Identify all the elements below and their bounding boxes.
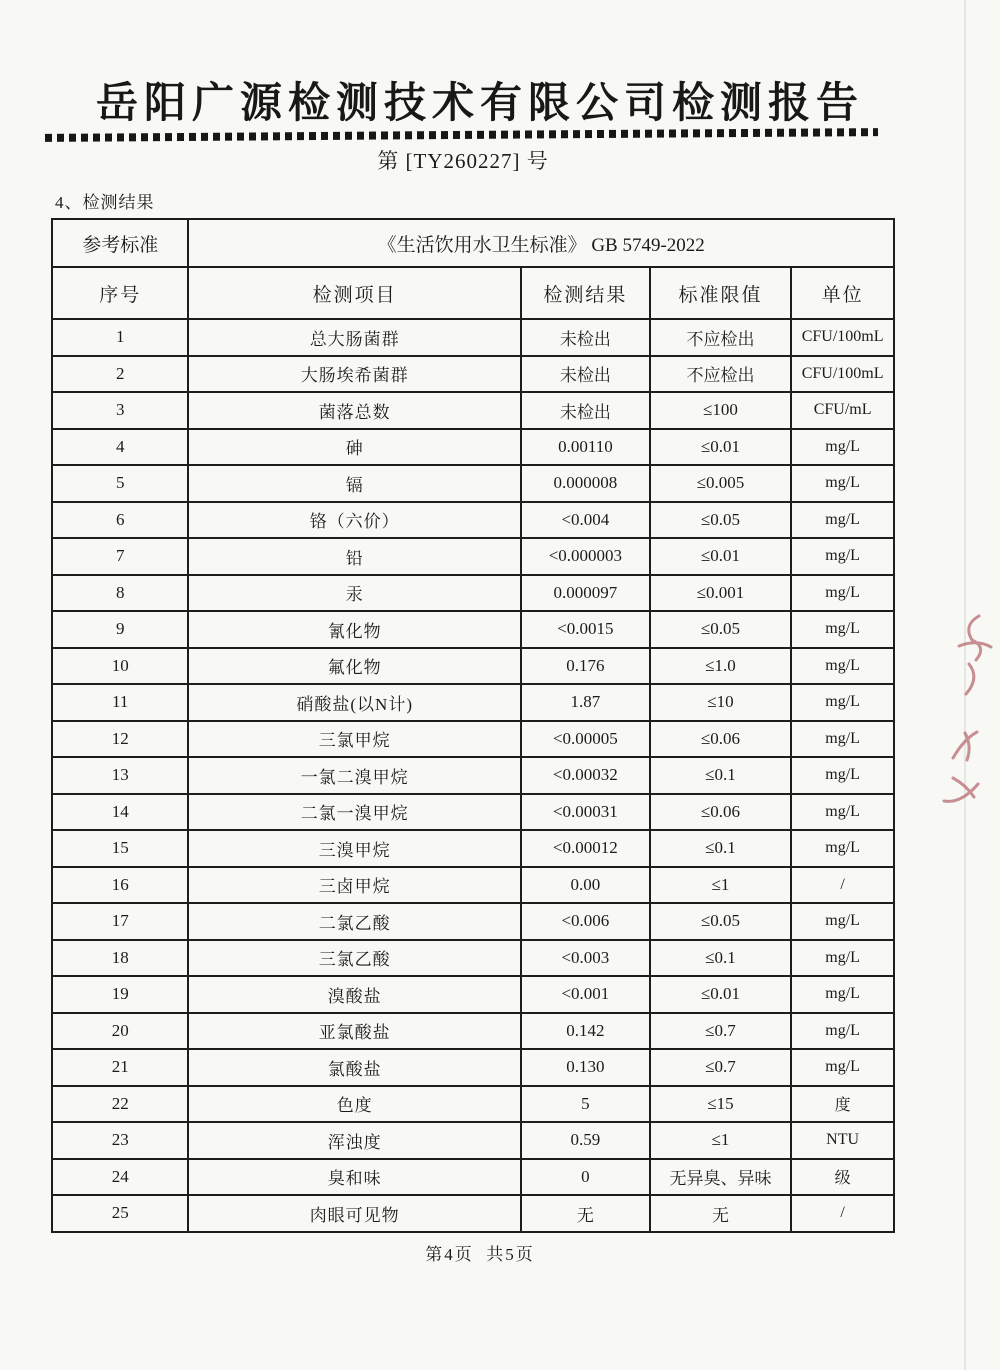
row-no-cell: 17 (52, 903, 188, 940)
row-unit-cell: / (791, 867, 894, 904)
row-limit-cell: ≤0.1 (650, 830, 791, 867)
row-limit-cell: ≤0.005 (650, 465, 791, 502)
table-row (52, 1013, 894, 1050)
column-header-unit: 单位 (791, 267, 894, 319)
row-result-cell: 0.000097 (521, 575, 650, 612)
row-limit-cell: ≤15 (650, 1086, 791, 1123)
table-row (52, 392, 894, 429)
section-heading: 4、检测结果 (55, 193, 155, 212)
row-result-cell: <0.003 (521, 940, 650, 977)
row-no-cell: 14 (52, 794, 188, 831)
row-item-cell: 镉 (188, 465, 521, 502)
row-limit-cell: ≤0.01 (650, 429, 791, 466)
row-item-cell: 三溴甲烷 (188, 830, 521, 867)
table-row (52, 319, 894, 356)
row-no-cell: 23 (52, 1122, 188, 1159)
row-item-cell: 砷 (188, 429, 521, 466)
row-unit-cell: mg/L (791, 648, 894, 685)
row-limit-cell: ≤0.01 (650, 976, 791, 1013)
dotted-divider (45, 128, 878, 142)
table-row (52, 721, 894, 758)
row-no-cell: 21 (52, 1049, 188, 1086)
table-row (52, 1049, 894, 1086)
reference-standard-label: 参考标准 (52, 219, 188, 267)
row-item-cell: 汞 (188, 575, 521, 612)
row-unit-cell: 级 (791, 1159, 894, 1196)
page-number: 第4页 共5页 (425, 1245, 535, 1264)
results-table (51, 218, 895, 1233)
row-no-cell: 24 (52, 1159, 188, 1196)
row-item-cell: 三氯甲烷 (188, 721, 521, 758)
row-limit-cell: ≤0.05 (650, 502, 791, 539)
row-unit-cell: mg/L (791, 757, 894, 794)
report-number: 第 [TY260227] 号 (377, 149, 549, 173)
row-limit-cell: ≤0.7 (650, 1013, 791, 1050)
table-row (52, 1086, 894, 1123)
row-result-cell: 1.87 (521, 684, 650, 721)
column-header-limit: 标准限值 (650, 267, 791, 319)
reference-standard-value: 《生活饮用水卫生标准》 GB 5749-2022 (188, 219, 894, 267)
row-no-cell: 2 (52, 356, 188, 393)
red-seal-fragment-icon (940, 772, 982, 815)
row-unit-cell: mg/L (791, 502, 894, 539)
row-no-cell: 1 (52, 319, 188, 356)
table-row (52, 940, 894, 977)
row-limit-cell: ≤1 (650, 1122, 791, 1159)
row-unit-cell: mg/L (791, 611, 894, 648)
row-unit-cell: mg/L (791, 1013, 894, 1050)
row-unit-cell: mg/L (791, 903, 894, 940)
row-limit-cell: ≤100 (650, 392, 791, 429)
row-no-cell: 25 (52, 1195, 188, 1232)
table-row (52, 429, 894, 466)
row-result-cell: <0.006 (521, 903, 650, 940)
row-item-cell: 二氯乙酸 (188, 903, 521, 940)
row-no-cell: 3 (52, 392, 188, 429)
row-limit-cell: ≤0.06 (650, 794, 791, 831)
row-unit-cell: CFU/100mL (791, 356, 894, 393)
row-unit-cell: mg/L (791, 1049, 894, 1086)
row-item-cell: 氟化物 (188, 648, 521, 685)
row-limit-cell: ≤0.05 (650, 903, 791, 940)
row-result-cell: <0.004 (521, 502, 650, 539)
row-result-cell: 0.00 (521, 867, 650, 904)
row-result-cell: 未检出 (521, 319, 650, 356)
row-no-cell: 4 (52, 429, 188, 466)
row-no-cell: 6 (52, 502, 188, 539)
row-result-cell: <0.00005 (521, 721, 650, 758)
row-no-cell: 13 (52, 757, 188, 794)
row-no-cell: 7 (52, 538, 188, 575)
table-row (52, 1195, 894, 1232)
row-result-cell: <0.000003 (521, 538, 650, 575)
table-row (52, 757, 894, 794)
row-unit-cell: NTU (791, 1122, 894, 1159)
row-limit-cell: 无异臭、异味 (650, 1159, 791, 1196)
column-header-no: 序号 (52, 267, 188, 319)
column-header-result: 检测结果 (521, 267, 650, 319)
table-row (52, 356, 894, 393)
row-unit-cell: mg/L (791, 429, 894, 466)
row-unit-cell: 度 (791, 1086, 894, 1123)
table-row (52, 1122, 894, 1159)
table-row (52, 575, 894, 612)
row-no-cell: 20 (52, 1013, 188, 1050)
row-item-cell: 铬（六价） (188, 502, 521, 539)
row-result-cell: 0.142 (521, 1013, 650, 1050)
table-row (52, 867, 894, 904)
row-unit-cell: CFU/100mL (791, 319, 894, 356)
row-result-cell: 未检出 (521, 392, 650, 429)
row-limit-cell: ≤1.0 (650, 648, 791, 685)
row-item-cell: 臭和味 (188, 1159, 521, 1196)
row-result-cell: 0.59 (521, 1122, 650, 1159)
table-row (52, 465, 894, 502)
table-row (52, 903, 894, 940)
row-item-cell: 硝酸盐(以N计) (188, 684, 521, 721)
row-item-cell: 肉眼可见物 (188, 1195, 521, 1232)
row-item-cell: 一氯二溴甲烷 (188, 757, 521, 794)
row-unit-cell: mg/L (791, 538, 894, 575)
page-title: 岳阳广源检测技术有限公司检测报告 (95, 79, 864, 126)
red-seal-fragment-icon (948, 726, 982, 771)
row-item-cell: 三卤甲烷 (188, 867, 521, 904)
row-item-cell: 大肠埃希菌群 (188, 356, 521, 393)
row-unit-cell: mg/L (791, 794, 894, 831)
row-item-cell: 氰化物 (188, 611, 521, 648)
table-row (52, 648, 894, 685)
table-row (52, 830, 894, 867)
row-no-cell: 10 (52, 648, 188, 685)
row-no-cell: 9 (52, 611, 188, 648)
row-item-cell: 二氯一溴甲烷 (188, 794, 521, 831)
row-item-cell: 总大肠菌群 (188, 319, 521, 356)
reference-standard-row (52, 219, 894, 267)
row-limit-cell: ≤10 (650, 684, 791, 721)
row-no-cell: 12 (52, 721, 188, 758)
row-no-cell: 5 (52, 465, 188, 502)
row-result-cell: 0.130 (521, 1049, 650, 1086)
table-row (52, 684, 894, 721)
row-limit-cell: 无 (650, 1195, 791, 1232)
row-limit-cell: ≤0.06 (650, 721, 791, 758)
row-no-cell: 8 (52, 575, 188, 612)
row-no-cell: 22 (52, 1086, 188, 1123)
row-unit-cell: mg/L (791, 721, 894, 758)
row-unit-cell: mg/L (791, 976, 894, 1013)
row-item-cell: 菌落总数 (188, 392, 521, 429)
row-item-cell: 铅 (188, 538, 521, 575)
table-header-row (52, 267, 894, 319)
row-unit-cell: mg/L (791, 684, 894, 721)
row-item-cell: 色度 (188, 1086, 521, 1123)
red-seal-fragment-icon (945, 612, 1000, 702)
results-table-container (51, 218, 895, 1233)
row-limit-cell: ≤0.01 (650, 538, 791, 575)
row-item-cell: 溴酸盐 (188, 976, 521, 1013)
row-result-cell: <0.00012 (521, 830, 650, 867)
row-result-cell: 0.176 (521, 648, 650, 685)
row-result-cell: <0.00031 (521, 794, 650, 831)
row-no-cell: 19 (52, 976, 188, 1013)
row-limit-cell: ≤0.1 (650, 940, 791, 977)
row-limit-cell: ≤0.001 (650, 575, 791, 612)
row-limit-cell: 不应检出 (650, 319, 791, 356)
row-result-cell: 0 (521, 1159, 650, 1196)
row-result-cell: 0.00110 (521, 429, 650, 466)
row-unit-cell: mg/L (791, 830, 894, 867)
row-unit-cell: CFU/mL (791, 392, 894, 429)
row-unit-cell: / (791, 1195, 894, 1232)
row-limit-cell: ≤0.05 (650, 611, 791, 648)
row-result-cell: <0.001 (521, 976, 650, 1013)
row-limit-cell: 不应检出 (650, 356, 791, 393)
row-no-cell: 11 (52, 684, 188, 721)
row-limit-cell: ≤1 (650, 867, 791, 904)
row-no-cell: 18 (52, 940, 188, 977)
row-item-cell: 氯酸盐 (188, 1049, 521, 1086)
row-item-cell: 亚氯酸盐 (188, 1013, 521, 1050)
table-row (52, 502, 894, 539)
table-row (52, 976, 894, 1013)
row-result-cell: <0.0015 (521, 611, 650, 648)
table-row (52, 1159, 894, 1196)
row-unit-cell: mg/L (791, 465, 894, 502)
table-row (52, 794, 894, 831)
row-unit-cell: mg/L (791, 575, 894, 612)
row-item-cell: 浑浊度 (188, 1122, 521, 1159)
row-result-cell: 0.000008 (521, 465, 650, 502)
table-row (52, 538, 894, 575)
row-limit-cell: ≤0.1 (650, 757, 791, 794)
row-result-cell: 5 (521, 1086, 650, 1123)
row-item-cell: 三氯乙酸 (188, 940, 521, 977)
row-no-cell: 15 (52, 830, 188, 867)
row-limit-cell: ≤0.7 (650, 1049, 791, 1086)
row-no-cell: 16 (52, 867, 188, 904)
row-result-cell: <0.00032 (521, 757, 650, 794)
row-result-cell: 无 (521, 1195, 650, 1232)
row-unit-cell: mg/L (791, 940, 894, 977)
row-result-cell: 未检出 (521, 356, 650, 393)
column-header-item: 检测项目 (188, 267, 521, 319)
table-row (52, 611, 894, 648)
